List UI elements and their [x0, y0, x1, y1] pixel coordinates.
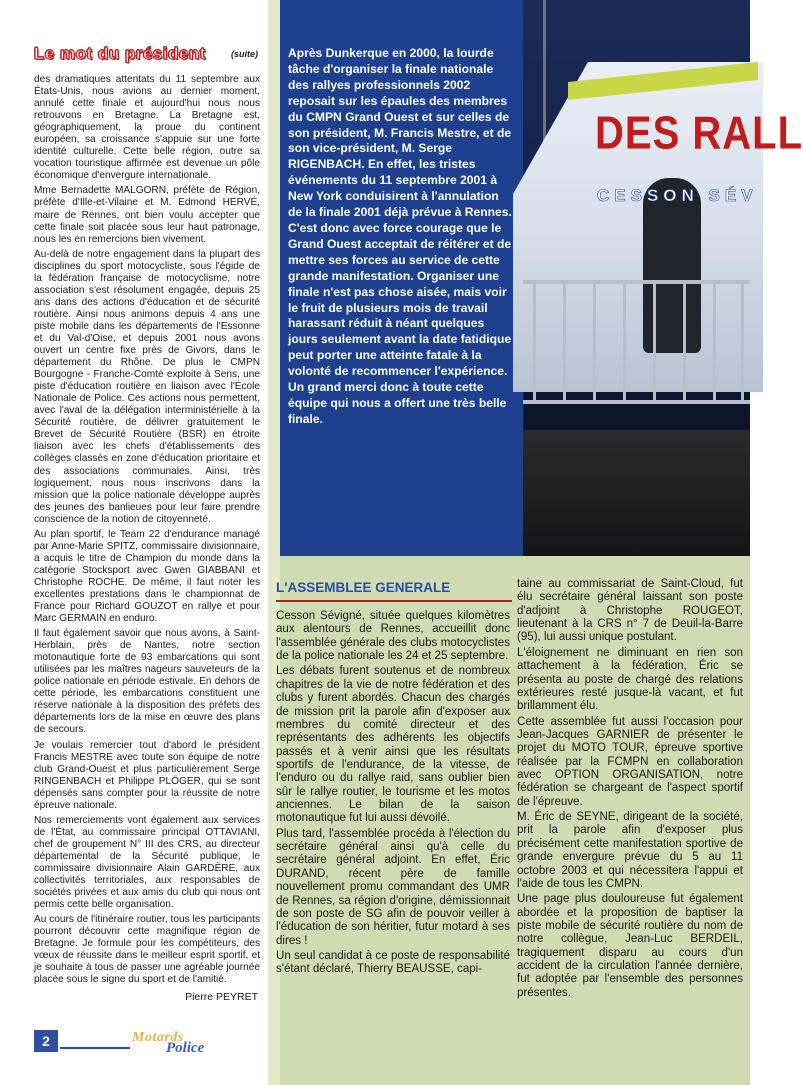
paragraph: Cesson Sévigné, située quelques kilomètres aux alentours de Rennes, accueillit donc l'assemblée générale des clubs motocyclistes de la police nationale les 24 et 25 septembre. — [276, 610, 510, 663]
suite-label: (suite) — [231, 49, 258, 59]
paragraph: Au-delà de notre engagement dans la plupart des disciplines du sport motocycliste, sous l'égide de la fédération française de motocyclisme, notre association s'est résolument engagée, depuis 25 ans dans des actions d'éducation et de sécurité routière. Ainsi nous animons depuis 4 ans une piste mobile dans les départements de l'Essonne et du Val-d'Oise, et depuis 2001 nous avons ouvert un centre fixe près de Givors, dans le département du Rhône. De plus le CMPN Bourgogne - Franche-Comté exploite à Sens, une piste d'éducation routière en liaison avec l'École Nationale de Police. Ces actions nous permettent, avec l'aval de la délégation interministérielle à la Sécurité routière, de délivrer gratuitement le Brevet de Sécurité Routière (BSR) en étroite liaison avec les chefs d'établissements des collèges classés en zone d'éducation prioritaire et des associations communales. Ainsi, très logiquement, nous nous inscrivons dans la mission que la police nationale développe auprès des jeunes des banlieues pour leur faire prendre conscience de la notion de citoyenneté. — [34, 248, 260, 525]
assemblee-column-1 — [276, 610, 510, 979]
signature: Pierre PEYRET — [185, 991, 258, 1003]
section-title: L'ASSEMBLEE GENERALE — [276, 580, 451, 595]
page-number: 2 — [34, 1030, 58, 1052]
paragraph: L'éloignement ne diminuant en rien son attachement à la fédération, Éric se présenta au poste de chargé des relations extérieures resté jusque-là vacant, et fut brillamment élu. — [517, 646, 743, 713]
logo-top-text: Motards — [132, 1030, 184, 1045]
logo-bottom-text: Police — [166, 1040, 205, 1056]
paragraph: M. Éric de SEYNE, dirigeant de la société, prit la parole afin d'exposer plus précisément cette manifestation sportive de grande envergure prévue du 5 au 11 octobre 2003 et qui nécessitera l'appui et l'aide de tous les CMPN. — [517, 811, 743, 890]
photo-subheadline: CESSON SÉV — [597, 186, 758, 205]
magazine-logo — [132, 1030, 232, 1056]
paragraph: Un seul candidat à ce poste de responsabilité s'étant déclaré, Thierry BEAUSSE, capi- — [276, 949, 510, 976]
footer-rule — [60, 1047, 130, 1049]
assemblee-column-2 — [517, 578, 743, 1002]
photo-headline: DES RALL — [595, 108, 803, 159]
paragraph: des dramatiques attentats du 11 septembre aux États-Unis, nous avions au dernier moment, annulé cette finale et aujourd'hui nous nous retrouvons en Bretagne. La Bretagne est, géographiquement, la proue du continent européen, sa croissance s'appuie sur une forte identité culturelle. Cette belle région, outre sa vocation touristique affirmée est devenue un pôle économique d'envergure internationale. — [34, 74, 260, 182]
paragraph: taine au commissariat de Saint-Cloud, fut élu secrétaire général laissant son poste d'adjoint à Christophe ROUGEOT, lieutenant à la CRS n° 7 de Deuil-la-Barre (95), lui aussi unique postulant. — [517, 578, 743, 644]
photo-ground — [523, 430, 750, 556]
paragraph: Au plan sportif, le Team 22 d'endurance managé par Anne-Marie SPITZ, commissaire divisionnaire, a acquis le titre de Champion du monde dans la catégorie Stocksport avec Gwen GIABBANI et Christophe ROCHE. De même, il faut noter les excellentes prestations dans le championnat de France pour Richard GOUZOT en rallye et pour Marc GERMAIN en enduro. — [34, 528, 260, 625]
paragraph: Au cours de l'itinéraire routier, tous les participants pourront découvrir cette magnifique région de Bretagne. Je formule pour les compétiteurs, des vœux de réussite dans le meilleur esprit sportif, et je souhaite à tous de passer une agréable journée placée sous le signe du sport et de l'amitié. — [34, 914, 260, 986]
paragraph: Je voulais remercier tout d'abord le président Francis MESTRE avec toute son équipe de notre club Grand-Ouest et plus particulièrement Serge RINGENBACH et Philippe PLÖGER, qui se sont dépensés sans compter pour la réussite de notre épreuve nationale. — [34, 739, 260, 811]
president-heading — [34, 44, 264, 66]
president-column — [0, 0, 268, 1085]
event-photo — [523, 0, 803, 556]
paragraph: Une page plus douloureuse fut également abordée et la proposition de baptiser la piste mobile de sécurité routière du nom de notre collègue, Jean-Luc BERDEIL, tragiquement disparu au cours d'un accident de la circulation l'année dernière, fut adoptée par l'ensemble des personnes présentes. — [517, 893, 743, 999]
paragraph: Nos remerciements vont également aux services de l'État, au commissaire principal OTTAVIANI, chef de groupement N° III des CRS, au directeur départemental de la Sécurité publique, le commissaire divisionnaire Alain GARDÈRE, aux collectivités territoriales, aux responsables de sociétés privées et aux amis du club qui nous ont permis cette belle organisation. — [34, 814, 260, 911]
paragraph: Mme Bernadette MALGORN, préfète de Région, préfète d'Ille-et-Vilaine et M. Edmond HERVÉ, maire de Rennes, ont bien voulu accepter que cette finale soit placée sous leur haut patronage, nous les en remercions bien vivement. — [34, 185, 260, 245]
photo-barrier — [523, 250, 750, 440]
paragraph: Plus tard, l'assemblée procéda à l'élection du secrétaire général ainsi qu'à celle du secrétaire général adjoint. En effet, Éric DURAND, récent père de famille nouvellement promu commandant des UMR de Rennes, sa région d'origine, démissionnait de son poste de SG afin de pouvoir veiller à l'éducation de son héritier, futur motard à ses dires ! — [276, 827, 510, 947]
paragraph: Cette assemblée fut aussi l'occasion pour Jean-Jacques GARNIER de présenter le projet du MOTO TOUR, épreuve sportive réalisée par la FCMPN en collaboration avec OPTION ORGANISATION, notre fédération se chargeant de l'aspect sportif de l'épreuve. — [517, 715, 743, 808]
president-text — [34, 74, 260, 989]
paragraph: Il faut également savoir que nous avons, à Saint-Herblain, près de Nantes, notre section motonautique forte de 93 embarcations qui sont utilisées par les maîtres nageurs sauveteurs de la police nationale en période estivale. En dehors de cette période, les embarcations constituent une réserve nationale à la disposition des préfets des départements lors de la mise en œuvre des plans de secours. — [34, 628, 260, 736]
president-title: Le mot du président — [34, 44, 206, 63]
section-rule — [276, 600, 512, 602]
paragraph: Les débats furent soutenus et de nombreux chapitres de la vie de notre fédération et des clubs y furent abordés. Chacun des chargés de mission prit la parole afin d'exposer aux membres du comité directeur et des représentants des adhérents les objectifs passés et à venir ainsi que les résultats sportifs de l'endurance, de la vitesse, de l'enduro ou du rallye raid, sans oublier bien sûr le rallye routier, le tourisme et les motos anciennes. Le bilan de la saison motonautique fut lui aussi dévoilé. — [276, 665, 510, 825]
intro-text: Après Dunkerque en 2000, la lourde tâche d'organiser la finale nationale des rallyes professionnels 2002 reposait sur les épaules des membres du CMPN Grand Ouest et sur celles de son président, M. Francis Mestre, et de son vice-président, M. Serge RIGENBACH. En effet, les tristes événements du 11 septembre 2001 à New York conduisirent à l'annulation de la finale 2001 déjà prévue à Rennes. C'est donc avec force courage que le Grand Ouest acceptait de réitérer et de mettre ses forces au service de cette grande manifestation. Organiser une finale n'est pas chose aisée, mais voir le fruit de plusieurs mois de travail harassant réduit à néant quelques jours seulement avant la date fatidique peut porter une atteinte fatale à la volonté de recommencer l'expérience. Un grand merci donc à toute cette équipe qui nous a offert une très belle finale. — [288, 46, 512, 426]
